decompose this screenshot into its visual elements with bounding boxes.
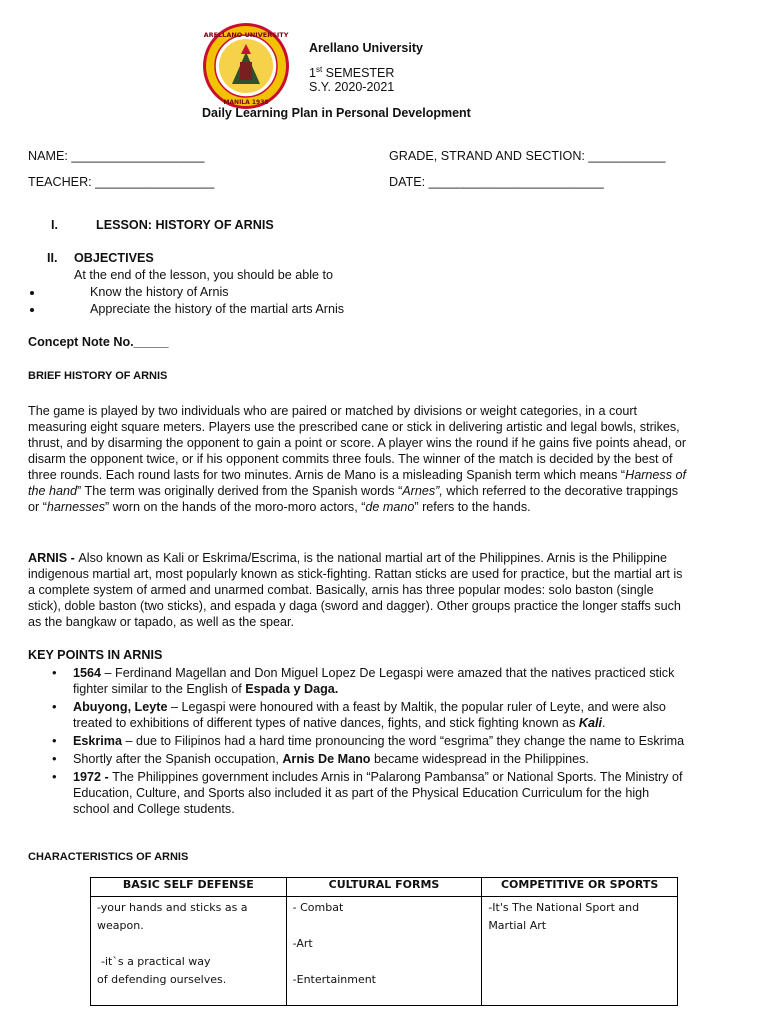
- arnis-definition-paragraph: ARNIS - Also known as Kali or Eskrima/Escrima, is the national martial art of the Philippines. Arnis is the Philippine indigenous martial art, most popularly known as stick-fighting. Rattan sticks are used for practice, but the martial art is a complete system of armed and unarmed combat. Basically, arnis has three popular modes: solo baston (single stick), doble baston (two sticks), and espada y daga (sword and dagger). Other groups practice the longer staffs such as the bangkaw or tapado, as well as the spear.: [28, 551, 683, 629]
- table-cell: -your hands and sticks as a weapon. -it`s a practical way of defending ourselves.: [91, 897, 287, 1006]
- grade-strand-section-field: GRADE, STRAND AND SECTION: ___________: [389, 149, 666, 163]
- objectives-number: II.: [47, 251, 58, 265]
- table-cell: -It's The National Sport and Martial Art: [482, 897, 678, 1006]
- arellano-university-seal-logo: [202, 22, 290, 110]
- university-name: Arellano University: [309, 41, 423, 55]
- key-point-item: • 1564 – Ferdinand Magellan and Don Miguel Lopez De Legaspi were amazed that the natives practiced stick fighter similar to the English of Espada y Daga.: [28, 665, 688, 697]
- objectives-title: OBJECTIVES: [74, 251, 154, 265]
- bullet: [30, 308, 34, 312]
- date-field: DATE: _________________________: [389, 175, 604, 189]
- lesson-title: LESSON: HISTORY OF ARNIS: [96, 218, 274, 232]
- plan-title: Daily Learning Plan in Personal Development: [202, 106, 471, 120]
- characteristics-table: [90, 877, 678, 1006]
- table-header-row: [91, 878, 678, 897]
- column-header: COMPETITIVE OR SPORTS: [482, 878, 678, 897]
- key-point-item: • Shortly after the Spanish occupation, Arnis De Mano became widespread in the Philippines.: [28, 751, 688, 767]
- column-header: CULTURAL FORMS: [286, 878, 482, 897]
- objective-item: Know the history of Arnis: [90, 284, 229, 301]
- lesson-number: I.: [51, 218, 58, 232]
- objective-item: Appreciate the history of the martial arts Arnis: [90, 301, 344, 318]
- objectives-intro: At the end of the lesson, you should be able to: [74, 268, 334, 282]
- name-field: NAME: ___________________: [28, 149, 205, 163]
- key-point-item: • Abuyong, Leyte – Legaspi were honoured with a feast by Maltik, the popular ruler of Leyte, and were also treated to exhibitions of different types of native dances, fights, and stick fighting known as Kali.: [28, 699, 688, 731]
- teacher-field: TEACHER: _________________: [28, 175, 215, 189]
- bullet: [30, 291, 34, 295]
- school-year: S.Y. 2020-2021: [309, 80, 395, 94]
- seal-text-top: ARELLANO UNIVERSITY: [203, 31, 289, 39]
- table-cell: - Combat -Art -Entertainment: [286, 897, 482, 1006]
- brief-history-heading: BRIEF HISTORY OF ARNIS: [28, 370, 168, 382]
- key-point-item: • Eskrima – due to Filipinos had a hard time pronouncing the word “esgrima” they change the name to Eskrima: [28, 733, 688, 749]
- semester: 1st SEMESTER: [309, 65, 395, 81]
- characteristics-heading: CHARACTERISTICS OF ARNIS: [28, 851, 189, 863]
- brief-history-paragraph: The game is played by two individuals who are paired or matched by divisions or weight categories, in a court measuring eight square meters. Players use the prescribed cane or stick in delivering artistic and legal bowls, strikes, thrust, and by disarming the opponent to gain a point or score. A player wins the round if he gains five points ahead, or disarm the opponent twice, or if his opponent commits three fouls. The winner of the match is decided by the best of three rounds. Each round lasts for two minutes. Arnis de Mano is a misleading Spanish term which means “Harness of the hand” The term was originally derived from the Spanish words “Arnes”, which referred to the decorative trappings or “harnesses” worn on the hands of the moro-moro actors, “de mano” refers to the hands.: [28, 404, 687, 514]
- key-point-item: • 1972 - The Philippines government includes Arnis in “Palarong Pambansa” or National Sports. The Ministry of Education, Culture, and Sports also included it as part of the Physical Education Curriculum for the high school and College students.: [28, 769, 688, 817]
- seal-text-bottom: MANILA 1938: [223, 99, 269, 106]
- table-row: [91, 897, 678, 1006]
- key-points-list: [28, 665, 688, 819]
- concept-note: Concept Note No._____: [28, 335, 169, 349]
- key-points-heading: KEY POINTS IN ARNIS: [28, 648, 163, 662]
- column-header: BASIC SELF DEFENSE: [91, 878, 287, 897]
